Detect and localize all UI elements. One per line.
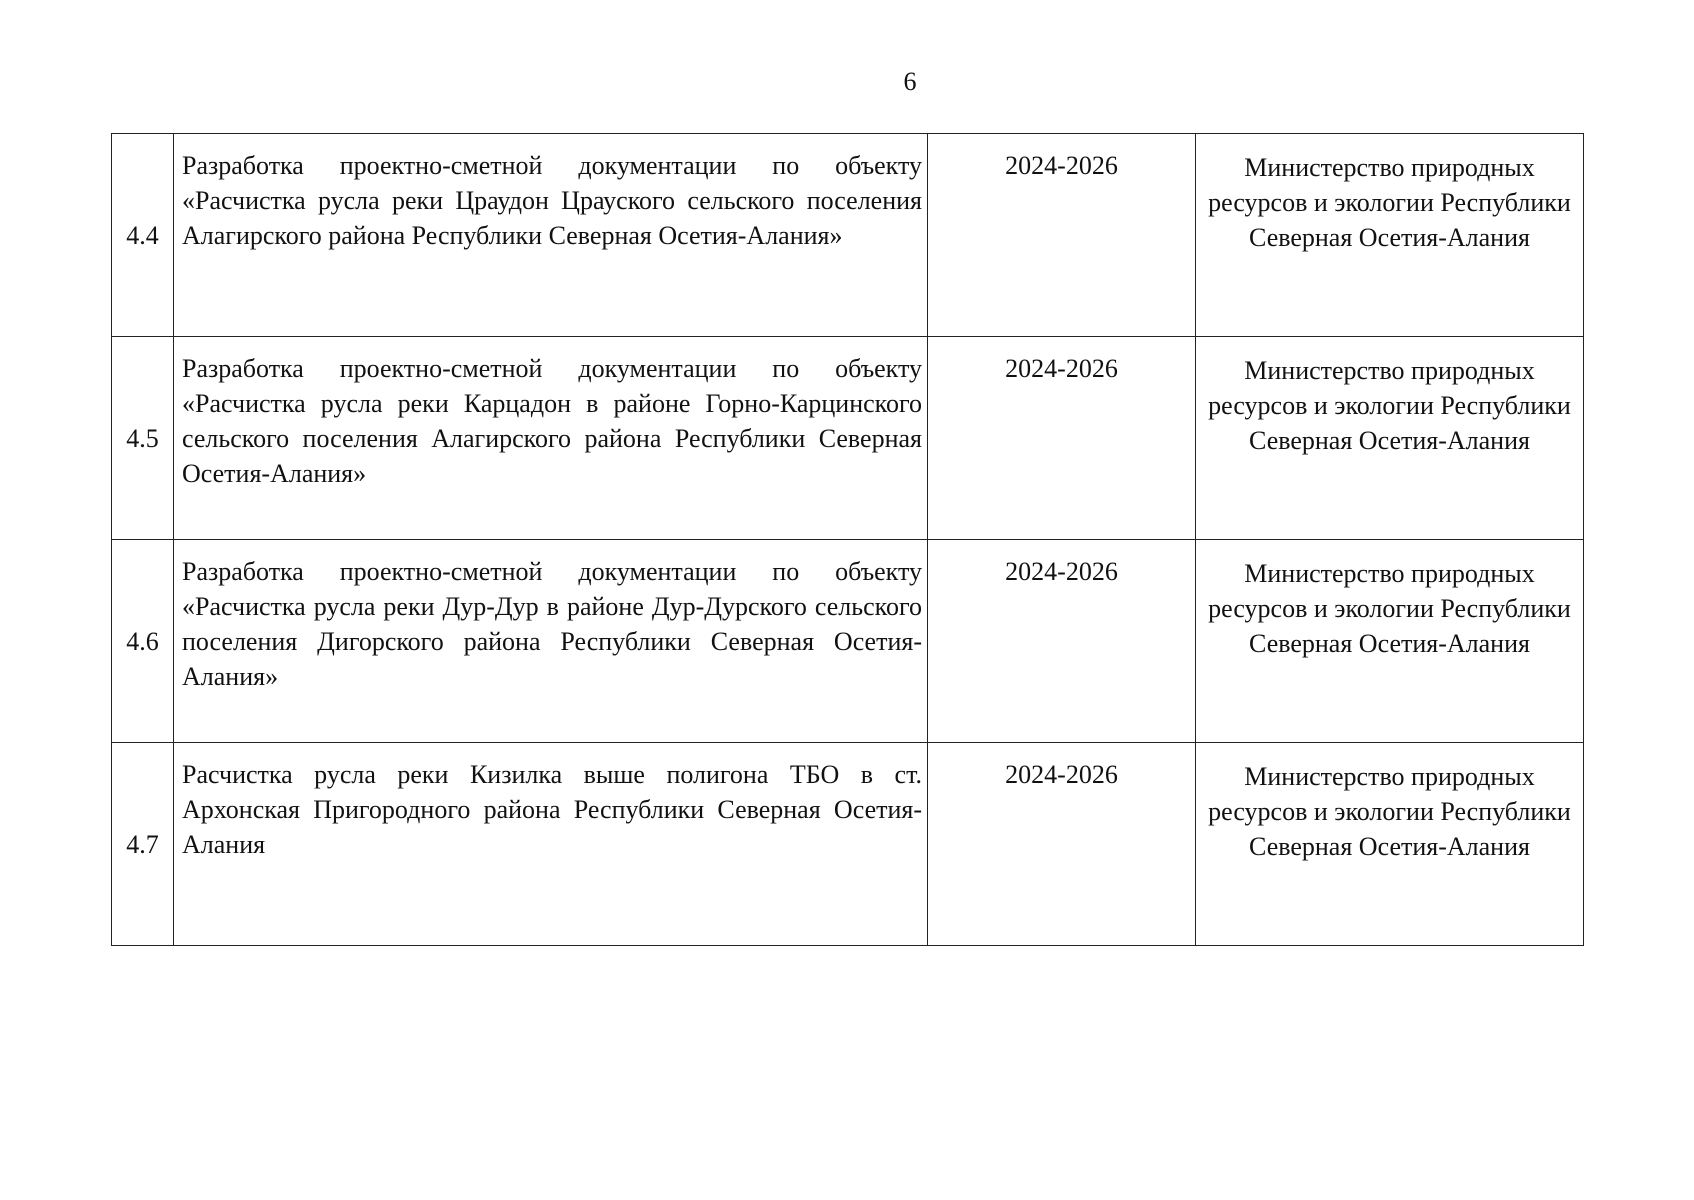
row-responsible: Министерство природных ресурсов и экологии Республики Северная Осетия-Алания bbox=[1196, 743, 1584, 946]
row-number: 4.5 bbox=[112, 337, 174, 540]
row-description bbox=[174, 134, 928, 337]
row-period: 2024-2026 bbox=[928, 540, 1196, 743]
row-responsible: Министерство природных ресурсов и экологии Республики Северная Осетия-Алания bbox=[1196, 134, 1584, 337]
table-row bbox=[112, 540, 1584, 743]
row-description bbox=[174, 540, 928, 743]
description-text: Разработка проектно-сметной документации по объекту «Расчистка русла реки Карцадон в районе Горно-Карцинского сельского поселения Алагирского района Республики Северная Осетия-Алания» bbox=[182, 354, 922, 488]
description-text: Расчистка русла реки Кизилка выше полигона ТБО в ст. Архонская Пригородного района Республики Северная Осетия-Алания bbox=[182, 760, 922, 859]
page-number: 6 bbox=[903, 67, 917, 96]
row-responsible: Министерство природных ресурсов и экологии Республики Северная Осетия-Алания bbox=[1196, 540, 1584, 743]
row-period: 2024-2026 bbox=[928, 337, 1196, 540]
measures-table bbox=[111, 133, 1584, 946]
row-number: 4.4 bbox=[112, 134, 174, 337]
row-description bbox=[174, 743, 928, 946]
table-row bbox=[112, 337, 1584, 540]
description-text: Разработка проектно-сметной документации по объекту «Расчистка русла реки Цраудон Црауского сельского поселения Алагирского района Республики Северная Осетия-Алания» bbox=[182, 151, 922, 250]
row-description bbox=[174, 337, 928, 540]
row-responsible: Министерство природных ресурсов и экологии Республики Северная Осетия-Алания bbox=[1196, 337, 1584, 540]
row-period: 2024-2026 bbox=[928, 743, 1196, 946]
row-period: 2024-2026 bbox=[928, 134, 1196, 337]
row-number: 4.6 bbox=[112, 540, 174, 743]
table-row bbox=[112, 743, 1584, 946]
table-row bbox=[112, 134, 1584, 337]
description-text: Разработка проектно-сметной документации по объекту «Расчистка русла реки Дур-Дур в районе Дур-Дурского сельского поселения Дигорского района Республики Северная Осетия-Алания» bbox=[182, 557, 922, 691]
row-number: 4.7 bbox=[112, 743, 174, 946]
